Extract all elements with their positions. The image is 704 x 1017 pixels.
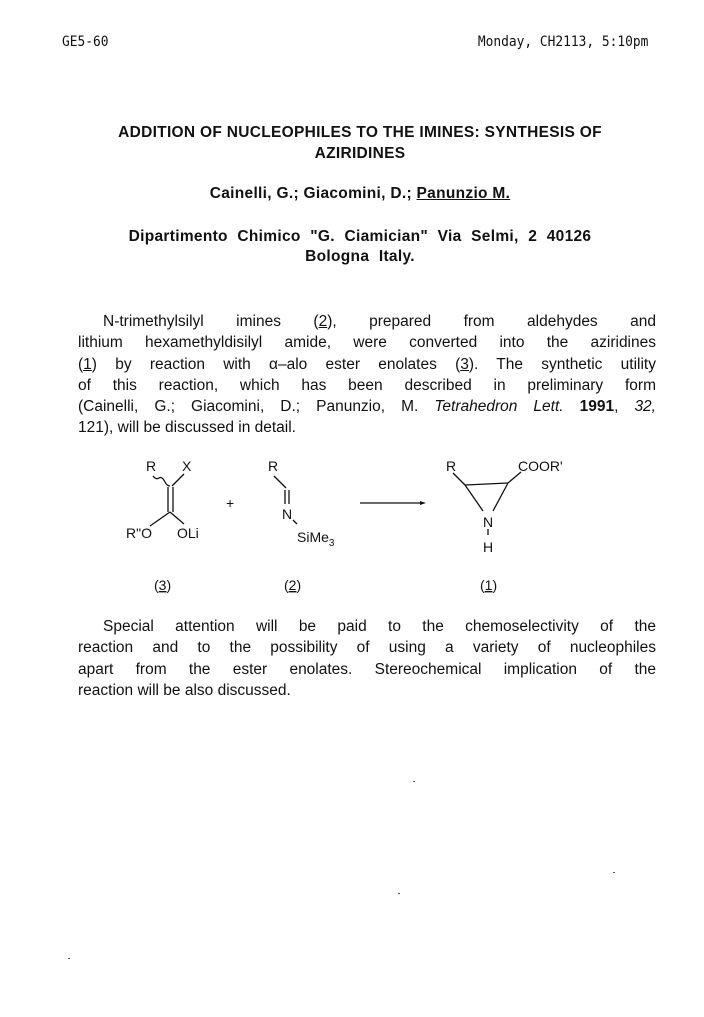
abstract-code: GE5-60 — [62, 34, 109, 50]
presenting-author: Panunzio M. — [416, 185, 511, 202]
title-line: AZIRIDINES — [314, 145, 406, 162]
plus-sign: + — [226, 495, 235, 511]
compound-label-2: (2) — [284, 577, 302, 593]
authors-list: Cainelli, G.; Giacomini, D.; — [209, 185, 417, 202]
label-num: 2 — [288, 577, 297, 593]
paragraph-line — [78, 417, 656, 438]
text-segment: Tetrahedron Lett. — [434, 398, 564, 416]
affiliation-line: Bologna Italy. — [305, 248, 415, 265]
text-segment: ( — [78, 355, 84, 373]
compound-label-3: (3) — [154, 577, 172, 593]
text-segment: 1991 — [579, 398, 615, 416]
x-group: X — [182, 458, 192, 474]
text-segment: lithium hexamethyldisilyl amide, were converted into the aziridines — [78, 334, 656, 352]
text-segment: ) by reaction with α–alo ester enolates ( — [91, 355, 461, 373]
hydrogen: H — [483, 539, 494, 555]
text-segment: (Cainelli, G.; Giacomini, D.; Panunzio, M. — [78, 398, 435, 416]
affiliation-line: Dipartimento Chimico "G. Ciamician" Via Selmi, 2 40126 — [128, 228, 592, 245]
scan-speck — [413, 781, 415, 782]
label-num: 3 — [158, 577, 167, 593]
compound-ref: 3 — [460, 355, 469, 373]
nitrogen: N — [282, 506, 293, 522]
paragraph-line: apart from the ester enolates. Stereochemical implication of the — [78, 660, 656, 678]
text-segment: 121), will be discussed in detail. — [78, 419, 296, 437]
paragraph-line — [78, 354, 656, 375]
oli-group: OLi — [177, 525, 199, 541]
paragraph-line — [78, 396, 656, 417]
r-group: R — [268, 458, 279, 474]
bond — [293, 520, 297, 524]
paragraph-line: reaction will be also discussed. — [78, 681, 291, 699]
bond — [453, 473, 465, 485]
subscript: 3 — [328, 538, 335, 549]
text-segment: ), prepared from aldehydes and — [327, 313, 656, 330]
text-segment: 32, — [634, 398, 656, 416]
wavy-bond — [153, 476, 170, 486]
paragraph-line — [78, 375, 656, 396]
compound-ref: 1 — [83, 355, 92, 373]
abstract-paragraph-1 — [78, 311, 656, 439]
reaction-scheme — [0, 440, 704, 600]
label-num: 1 — [484, 577, 493, 593]
text-segment — [564, 398, 580, 415]
r-group: R — [446, 458, 457, 474]
bond — [274, 476, 286, 488]
text-segment: of this reaction, which has been described in preliminary form — [78, 376, 656, 394]
affiliation — [60, 227, 660, 267]
r-group: R — [146, 458, 157, 474]
bond — [465, 483, 508, 485]
bond — [493, 483, 508, 511]
text-segment: ). The synthetic utility — [468, 355, 656, 373]
compound-label-1: (1) — [480, 577, 498, 593]
paragraph-line — [78, 311, 656, 332]
bond — [465, 485, 483, 511]
silyl-text: SiMe — [297, 529, 329, 545]
text-segment: N-trimethylsilyl imines ( — [103, 313, 319, 330]
authors — [60, 185, 660, 203]
compound-ref: 2 — [318, 313, 328, 330]
abstract-title — [60, 122, 660, 164]
abstract-paragraph-2 — [78, 616, 656, 701]
paragraph-line: Special attention will be paid to the chemoselectivity of the — [103, 618, 656, 635]
paragraph-line: reaction and to the possibility of using a variety of nucleophiles — [78, 639, 656, 657]
ester-group: COOR' — [518, 458, 563, 474]
bond — [150, 512, 170, 526]
ester-group: R"O — [126, 525, 152, 541]
reaction-arrow — [360, 501, 426, 505]
title-line: ADDITION OF NUCLEOPHILES TO THE IMINES: SYNTHESIS OF — [118, 124, 602, 141]
bond — [172, 474, 184, 486]
silyl-group — [297, 529, 335, 549]
scan-speck — [68, 958, 70, 959]
bond — [170, 512, 184, 524]
reagent-3-enolate — [150, 474, 184, 526]
scan-speck — [613, 872, 615, 873]
session-info: Monday, CH2113, 5:10pm — [477, 34, 648, 50]
nitrogen: N — [483, 514, 494, 530]
text-segment: , — [614, 398, 635, 416]
paragraph-line — [78, 332, 656, 353]
scan-speck — [398, 893, 400, 894]
